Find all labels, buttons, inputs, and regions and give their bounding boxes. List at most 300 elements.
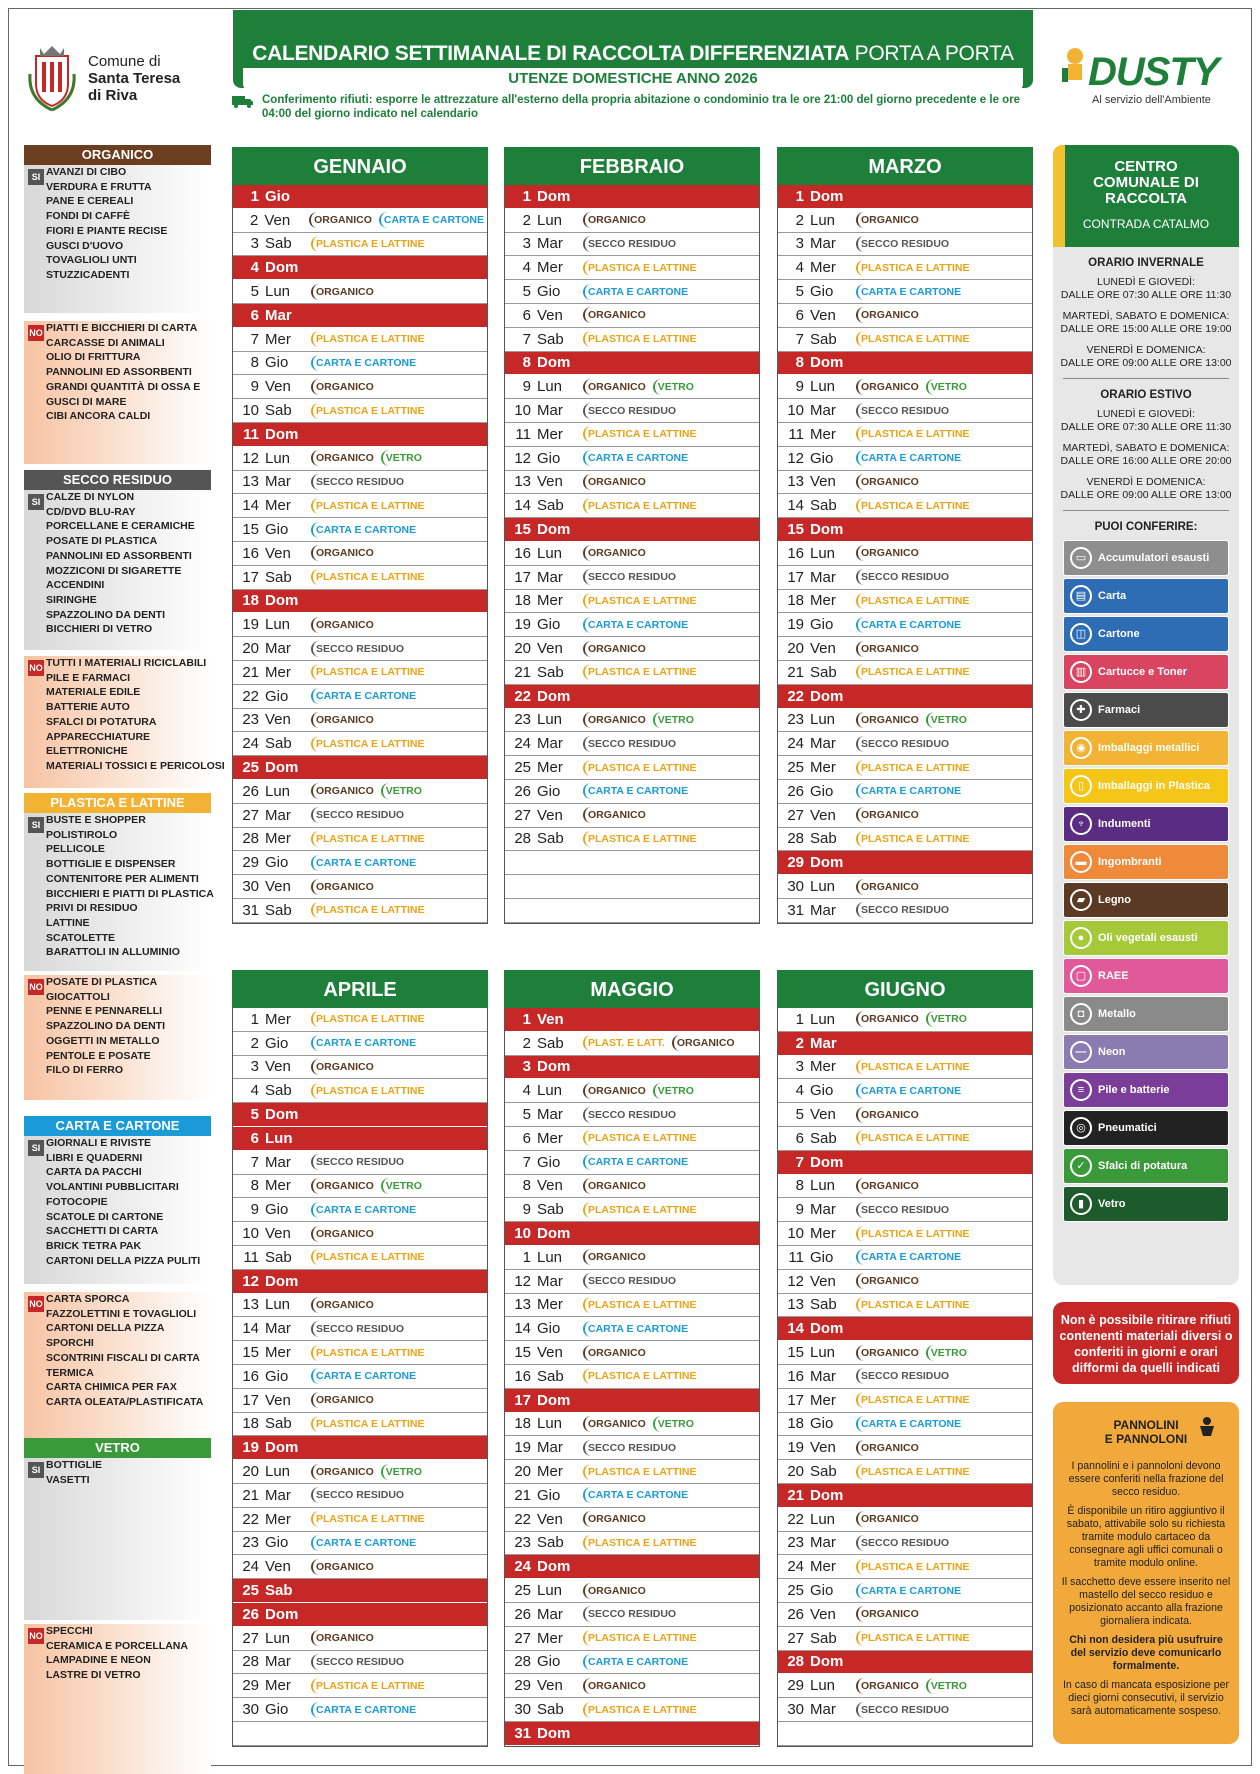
collection-tags (311, 783, 425, 799)
weekday: Gio (810, 782, 834, 800)
material-item (1063, 920, 1229, 956)
tag-pla: PLASTICA E LATTINE (311, 403, 428, 419)
day-row (505, 1056, 759, 1080)
day-row (778, 1413, 1032, 1437)
weekday: Dom (537, 1724, 571, 1742)
weekday: Mer (537, 259, 563, 277)
center-location: CONTRADA CATALMO (1082, 217, 1210, 231)
month-aprile (232, 970, 488, 1747)
tag-car: CARTA E CARTONE (856, 450, 964, 466)
weekday: Mar (265, 640, 291, 658)
collection-tags (856, 1392, 973, 1408)
day-number: 20 (242, 1463, 259, 1481)
weekday: Sab (537, 1034, 564, 1052)
weekday: Ven (265, 544, 291, 562)
tag-org: ORGANICO (311, 1392, 377, 1408)
day-number: 3 (250, 1058, 259, 1076)
collection-tags (856, 450, 964, 466)
forbidden-item: CARCASSE DI ANIMALI (46, 336, 165, 349)
weekday: Gio (265, 187, 290, 205)
day-number: 25 (242, 759, 259, 777)
collection-tags (311, 379, 377, 395)
forbidden-item: TERMICA (46, 1366, 94, 1379)
weekday: Sab (537, 1201, 564, 1219)
allowed-item: BUSTE E SHOPPER (46, 814, 146, 826)
weekday: Ven (537, 473, 563, 491)
days-list (504, 1008, 760, 1747)
day-number: 12 (514, 449, 531, 467)
day-row (233, 1484, 487, 1508)
day-number: 30 (242, 1701, 259, 1718)
material-item (1063, 730, 1229, 766)
weekday: Dom (810, 687, 844, 705)
forbidden-item: TUTTI I MATERIALI RICICLABILI (46, 657, 207, 669)
month-marzo (777, 147, 1033, 924)
tag-org: ORGANICO (856, 1178, 922, 1194)
tag-car: CARTA E CARTONE (856, 284, 964, 300)
material-item (1063, 768, 1229, 804)
day-number: 4 (795, 259, 804, 277)
day-row (233, 1246, 487, 1270)
day-number: 19 (787, 616, 804, 634)
day-row (505, 780, 759, 804)
day-row (778, 399, 1032, 423)
tag-sec: SECCO RESIDUO (856, 1368, 952, 1384)
page-title: CALENDARIO SETTIMANALE DI RACCOLTA DIFFERENZIATA PORTA A PORTA (252, 42, 1014, 65)
collection-tags (583, 1249, 649, 1265)
tag-car: CARTA E CARTONE (583, 617, 691, 633)
month-title: MAGGIO (504, 970, 760, 1008)
weekday: Lun (265, 782, 291, 800)
allowed-item: BICCHIERI E PIATTI DI PLASTICA (46, 887, 214, 900)
weekday: Ven (810, 306, 836, 324)
collection-tags (583, 593, 700, 609)
tag-vet: VETRO (381, 450, 425, 466)
weekday: Sab (810, 1296, 837, 1314)
day-row (505, 828, 759, 852)
collection-tags (856, 236, 952, 252)
day-number: 10 (242, 402, 259, 420)
day-row (778, 185, 1032, 209)
collection-tags (856, 569, 952, 585)
collection-tags (311, 664, 428, 680)
day-number: 4 (522, 259, 531, 277)
weekday: Sab (537, 497, 564, 515)
allowed-item: PANNOLINI ED ASSORBENTI (46, 549, 192, 562)
material-label: Legno (1098, 894, 1131, 906)
day-number: 21 (514, 1486, 531, 1504)
weekday: Sab (537, 663, 564, 681)
material-label: Imballaggi metallici (1098, 742, 1200, 754)
bottle-icon: ▯ (1070, 775, 1092, 797)
day-number: 15 (242, 521, 259, 539)
weekday: Ven (537, 1510, 563, 1528)
weekday: Gio (265, 854, 289, 872)
day-number: 20 (787, 1463, 804, 1481)
tag-org: ORGANICO (856, 474, 922, 490)
day-number: 5 (795, 1106, 804, 1124)
collection-tags (583, 807, 649, 823)
tag-org: ORGANICO (311, 284, 377, 300)
collection-tags (311, 902, 428, 918)
weekday: Sab (810, 830, 837, 848)
weekday: Lun (810, 544, 836, 562)
diapers-p3: Il sacchetto deve essere inserito nel mastello del secco residuo e posizionato accanto alla frazione giornaliera indicata. (1061, 1576, 1231, 1627)
weekday: Gio (265, 354, 289, 372)
day-number: 3 (250, 235, 259, 253)
day-row (778, 1103, 1032, 1127)
day-number: 12 (242, 1272, 259, 1290)
weekday: Gio (265, 1534, 289, 1552)
tag-org: ORGANICO (583, 1178, 649, 1194)
day-number: 11 (788, 425, 804, 443)
tag-sec: SECCO RESIDUO (583, 569, 679, 585)
material-item (1063, 1072, 1229, 1108)
metal-icon: ◘ (1070, 1003, 1092, 1025)
allowed-tag: SI (28, 817, 44, 833)
tag-sec: SECCO RESIDUO (856, 1202, 952, 1218)
recycling-center-panel (1053, 145, 1239, 1285)
day-row (233, 518, 487, 542)
day-number: 7 (522, 330, 531, 348)
day-row (778, 1032, 1032, 1056)
day-number: 19 (514, 616, 531, 634)
weekday: Mar (265, 306, 292, 324)
forbidden-item: PANNOLINI ED ASSORBENTI (46, 366, 192, 379)
collection-tags (311, 1487, 407, 1503)
day-row (505, 233, 759, 257)
tag-pla: PLASTICA E LATTINE (856, 426, 973, 442)
weekday: Mar (537, 568, 563, 586)
day-row (505, 1698, 759, 1722)
tag-pla: PLASTICA E LATTINE (583, 1202, 700, 1218)
tag-pla: PLASTICA E LATTINE (311, 1511, 428, 1527)
diapers-title-2: E PANNOLONI (1104, 1432, 1188, 1446)
tag-sec: SECCO RESIDUO (583, 1273, 679, 1289)
day-number: 22 (787, 687, 804, 705)
day-row (778, 875, 1032, 899)
day-number: 2 (249, 211, 259, 229)
day-row (778, 471, 1032, 495)
day-number: 21 (242, 663, 259, 681)
day-number: 6 (795, 1129, 804, 1147)
weekday: Sab (810, 1629, 837, 1647)
day-number: 14 (787, 1320, 804, 1338)
day-number: 6 (522, 1129, 531, 1147)
weekday: Gio (810, 616, 834, 634)
collection-tags (856, 1226, 973, 1242)
tag-sec: SECCO RESIDUO (583, 1606, 679, 1622)
material-label: Oli vegetali esausti (1098, 932, 1198, 944)
tag-org: ORGANICO (583, 307, 649, 323)
day-number: 13 (514, 1296, 531, 1314)
allowed-tag: SI (28, 494, 44, 510)
day-row (505, 399, 759, 423)
material-item (1063, 692, 1229, 728)
material-label: Cartone (1098, 628, 1140, 640)
day-number: 9 (795, 1201, 804, 1219)
day-row (233, 1698, 487, 1722)
tag-pla: PLASTICA E LATTINE (311, 1083, 428, 1099)
forbidden-tag: NO (28, 660, 44, 676)
tag-pla: PLASTICA E LATTINE (856, 593, 973, 609)
tag-org: ORGANICO (856, 1511, 922, 1527)
schedule-hours: DALLE ORE 16:00 ALLE ORE 20:00 (1060, 455, 1232, 467)
tag-org: ORGANICO (311, 450, 377, 466)
tag-sec: SECCO RESIDUO (311, 641, 407, 657)
allowed-item: BRICK TETRA PAK (46, 1239, 142, 1252)
day-number: 31 (514, 1724, 531, 1742)
day-number: 17 (242, 1391, 259, 1409)
weekday: Gio (537, 1653, 561, 1671)
schedule-days: LUNEDÌ E GIOVEDÌ: (1096, 276, 1196, 288)
comune-line2: Santa Teresa (88, 69, 181, 87)
material-label: Sfalci di potatura (1098, 1160, 1188, 1172)
tag-car: CARTA E CARTONE (311, 522, 419, 538)
day-row (233, 256, 487, 280)
day-number: 22 (242, 687, 259, 705)
tag-car: CARTA E CARTONE (311, 1035, 419, 1051)
diapers-p1: I pannolini e i pannoloni devono essere conferiti nella frazione del secco residuo. (1068, 1460, 1224, 1498)
weekday: Lun (810, 711, 836, 729)
drop-icon: ● (1070, 927, 1092, 949)
day-number: 23 (242, 1534, 259, 1552)
day-row (778, 899, 1032, 923)
forbidden-item: SPECCHI (46, 1625, 93, 1637)
day-row (778, 1389, 1032, 1413)
collection-tags (583, 1678, 649, 1694)
shirt-icon: ♆ (1070, 813, 1092, 835)
day-row (778, 613, 1032, 637)
weekday: Sab (810, 330, 837, 348)
collection-tags (856, 307, 922, 323)
weekday: Gio (537, 283, 561, 301)
collection-tags (311, 855, 419, 871)
day-number: 22 (787, 1510, 804, 1528)
day-number: 21 (787, 1486, 804, 1504)
allowed-item: POLISTIROLO (46, 828, 118, 841)
day-row (778, 1627, 1032, 1651)
allowed-item: VOLANTINI PUBBLICITARI (46, 1181, 179, 1194)
day-row (505, 1389, 759, 1413)
tag-pla: PLASTICA E LATTINE (856, 1392, 973, 1408)
day-number: 29 (242, 1677, 259, 1695)
day-number: 15 (787, 521, 804, 539)
tag-sec: SECCO RESIDUO (856, 236, 952, 252)
day-row (778, 233, 1032, 257)
day-number: 20 (242, 640, 259, 658)
day-row (505, 280, 759, 304)
day-number: 26 (242, 1605, 259, 1623)
tag-org: ORGANICO (856, 545, 922, 561)
day-number: 15 (242, 1344, 259, 1362)
tag-pla: PLASTICA E LATTINE (583, 664, 700, 680)
day-row (778, 1198, 1032, 1222)
tag-vet: VETRO (926, 712, 970, 728)
tag-org: ORGANICO (311, 712, 377, 728)
weekday: Ven (265, 378, 291, 396)
weekday: Lun (537, 1248, 563, 1266)
weekday: Sab (810, 1463, 837, 1481)
sofa-icon: ▬ (1070, 851, 1092, 873)
collection-tags (583, 1273, 679, 1289)
day-number: 30 (242, 878, 259, 895)
tag-car: CARTA E CARTONE (583, 783, 691, 799)
tag-vet: VETRO (926, 1011, 970, 1027)
day-row (778, 566, 1032, 590)
weekday: Mar (810, 1034, 837, 1052)
weekday: Lun (810, 1344, 836, 1362)
weekday: Dom (265, 1439, 299, 1457)
day-number: 30 (787, 878, 804, 895)
day-number: 10 (787, 402, 804, 420)
collection-tags (856, 1678, 970, 1694)
weekday: Gio (265, 687, 289, 705)
day-row (778, 1246, 1032, 1270)
day-row (505, 1341, 759, 1365)
weekday: Ven (265, 878, 291, 895)
tag-org: ORGANICO (583, 1083, 649, 1099)
allowed-list (24, 165, 211, 313)
tag-pla: PLASTICA E LATTINE (311, 831, 428, 847)
tag-org: ORGANICO (583, 807, 649, 823)
collection-tags (311, 712, 377, 728)
collection-tags (583, 736, 679, 752)
can-icon: ◉ (1070, 737, 1092, 759)
weekday: Mer (810, 592, 836, 610)
tag-vet: VETRO (926, 1678, 970, 1694)
collection-tags (311, 617, 377, 633)
category-title: CARTA E CARTONE (24, 1116, 211, 1136)
collection-tags (583, 545, 649, 561)
day-number: 25 (787, 759, 804, 777)
title-banner (233, 10, 1033, 88)
schedule-hours: DALLE ORE 09:00 ALLE ORE 13:00 (1060, 489, 1232, 501)
tag-org: ORGANICO (311, 879, 377, 895)
collection-tags (856, 831, 973, 847)
weekday: Dom (537, 1558, 571, 1576)
material-label: Pneumatici (1098, 1122, 1157, 1134)
day-row (233, 1103, 487, 1127)
weekday: Mar (810, 402, 836, 420)
collection-tags (311, 1297, 377, 1313)
tag-org: ORGANICO (311, 617, 377, 633)
tag-org: ORGANICO (583, 1416, 649, 1432)
weekday: Mer (810, 259, 836, 277)
tag-pla: PLASTICA E LATTINE (583, 426, 700, 442)
weekday: Gio (265, 521, 289, 539)
weekday: Dom (537, 687, 571, 705)
day-row (505, 1032, 759, 1056)
allowed-item: STUZZICADENTI (46, 268, 130, 281)
day-row (233, 1127, 487, 1151)
day-number: 9 (522, 378, 531, 396)
day-number: 4 (250, 1082, 259, 1100)
weekday: Gio (265, 1701, 289, 1718)
day-row (778, 328, 1032, 352)
day-number: 30 (514, 1701, 531, 1718)
day-number: 3 (795, 235, 804, 253)
weekday: Dom (265, 592, 299, 610)
collection-tags (311, 498, 428, 514)
collection-tags (583, 1464, 700, 1480)
day-row (505, 1246, 759, 1270)
day-number: 18 (242, 592, 259, 610)
collection-tags (311, 355, 419, 371)
day-number: 3 (522, 1058, 531, 1076)
empty-row (505, 851, 759, 875)
tag-sec: SECCO RESIDUO (311, 807, 407, 823)
wood-icon: ▰ (1070, 889, 1092, 911)
collection-tags (311, 1345, 428, 1361)
day-number: 2 (250, 1034, 259, 1052)
material-item (1063, 578, 1229, 614)
day-row (778, 375, 1032, 399)
page-subtitle: UTENZE DOMESTICHE ANNO 2026 (243, 68, 1023, 90)
tag-org: ORGANICO (311, 1059, 377, 1075)
collection-tags (583, 1440, 679, 1456)
day-number: 12 (242, 449, 259, 467)
tag-vet: VETRO (381, 1178, 425, 1194)
diapers-p5: In caso di mancata esposizione per dieci giorni consecutivi, il servizio sarà automaticamente sospeso. (1062, 1679, 1230, 1717)
allowed-item: SIRINGHE (46, 593, 97, 606)
day-number: 23 (787, 711, 804, 729)
weekday: Sab (265, 1582, 293, 1600)
material-item (1063, 806, 1229, 842)
forbidden-item: SCONTRINI FISCALI DI CARTA (46, 1351, 200, 1364)
month-title: GIUGNO (777, 970, 1033, 1008)
day-row (233, 494, 487, 518)
warning-box: Non è possibile ritirare rifiuti contenenti materiali diversi o conferiti in giorni e orari difformi da quelli indicati (1053, 1302, 1239, 1384)
day-number: 15 (787, 1344, 804, 1362)
day-row (778, 1175, 1032, 1199)
weekday: Gio (810, 283, 834, 301)
weekday: Mer (265, 1677, 291, 1695)
day-row (233, 709, 487, 733)
weekday: Mar (810, 235, 836, 253)
weekday: Mer (265, 663, 291, 681)
day-row (233, 1222, 487, 1246)
collection-tags (856, 736, 952, 752)
day-row (778, 280, 1032, 304)
forbidden-list (24, 321, 211, 464)
collection-tags (311, 831, 428, 847)
weekday: Mar (810, 901, 836, 919)
material-item (1063, 1110, 1229, 1146)
forbidden-item: BATTERIE AUTO (46, 701, 130, 714)
day-row (778, 1222, 1032, 1246)
day-row (778, 1579, 1032, 1603)
weekday: Sab (265, 1248, 292, 1266)
weekday: Ven (265, 1225, 291, 1243)
collection-tags (856, 1059, 973, 1075)
day-number: 15 (514, 521, 531, 539)
tag-car: CARTA E CARTONE (311, 355, 419, 371)
material-item (1063, 616, 1229, 652)
collection-tags (311, 1321, 407, 1337)
category-title: VETRO (24, 1438, 211, 1458)
day-number: 17 (514, 1391, 531, 1409)
day-number: 15 (514, 1344, 531, 1362)
tag-pla: PLASTICA E LATTINE (856, 1059, 973, 1075)
collection-tags (311, 569, 428, 585)
day-number: 13 (242, 473, 259, 491)
day-number: 24 (242, 735, 259, 753)
allowed-item: GUSCI D'UOVO (46, 239, 124, 252)
day-row (778, 1317, 1032, 1341)
collection-tags (856, 617, 964, 633)
tag-pla: PLASTICA E LATTINE (583, 1630, 700, 1646)
